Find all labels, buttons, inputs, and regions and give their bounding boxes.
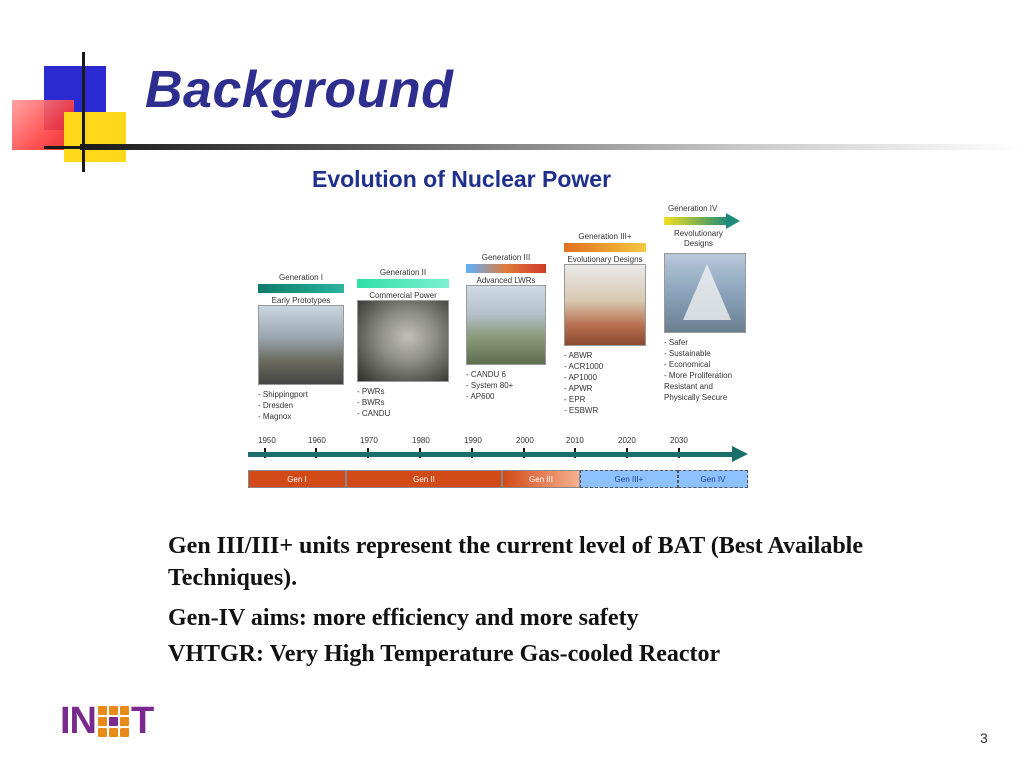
year-label: 2020 bbox=[618, 436, 636, 445]
year-label: 1990 bbox=[464, 436, 482, 445]
list-item: - BWRs bbox=[357, 397, 449, 408]
list-item: - Sustainable bbox=[664, 348, 746, 359]
generation-label: Generation II bbox=[379, 268, 427, 277]
timeline-phases bbox=[248, 470, 748, 488]
page-number: 3 bbox=[980, 730, 988, 746]
reactor-photo bbox=[357, 300, 449, 382]
generation-label: Generation I bbox=[278, 273, 324, 282]
logo-text-left: IN bbox=[60, 699, 96, 742]
year-label: 2010 bbox=[566, 436, 584, 445]
year-label: 2030 bbox=[670, 436, 688, 445]
generation-subtitle bbox=[664, 229, 746, 249]
logo-dots-icon bbox=[98, 706, 129, 737]
arrow-head bbox=[726, 213, 740, 229]
list-item: - Economical bbox=[664, 359, 746, 370]
generation-subtitle: Advanced LWRs bbox=[476, 276, 536, 285]
list-item: - ABWR bbox=[564, 350, 646, 361]
year-label: 1960 bbox=[308, 436, 326, 445]
generation-4 bbox=[664, 204, 746, 403]
generation-examples bbox=[357, 386, 449, 419]
year-label: 1970 bbox=[360, 436, 378, 445]
list-item: - AP600 bbox=[466, 391, 546, 402]
figure-title: Evolution of Nuclear Power bbox=[312, 166, 612, 192]
generation-examples bbox=[564, 350, 646, 416]
generation-color-bar bbox=[466, 264, 546, 273]
generation-1 bbox=[258, 273, 344, 422]
timeline-years bbox=[244, 436, 764, 448]
list-item: - ACR1000 bbox=[564, 361, 646, 372]
innt-logo bbox=[60, 699, 154, 742]
list-item: - Safer bbox=[664, 337, 746, 348]
generation-3 bbox=[466, 253, 546, 402]
generation-examples bbox=[664, 337, 746, 403]
nuclear-evolution-figure bbox=[244, 160, 764, 495]
body-paragraph: Gen-IV aims: more efficiency and more safety bbox=[168, 605, 639, 631]
list-item: - ESBWR bbox=[564, 405, 646, 416]
subtitle-line: Revolutionary bbox=[674, 229, 723, 238]
deco-yellow-square bbox=[64, 112, 126, 162]
generation-examples bbox=[258, 389, 344, 422]
generation-3-plus bbox=[564, 232, 646, 416]
generation-label: Generation IV bbox=[668, 204, 718, 213]
generation-label: Generation III bbox=[481, 253, 531, 262]
generation-subtitle: Commercial Power bbox=[369, 291, 437, 300]
year-label: 1980 bbox=[412, 436, 430, 445]
list-item: - CANDU bbox=[357, 408, 449, 419]
list-item: - CANDU 6 bbox=[466, 369, 546, 380]
year-label: 2000 bbox=[516, 436, 534, 445]
subtitle-line: Designs bbox=[684, 239, 713, 248]
pyramid-shape bbox=[683, 264, 731, 320]
list-item: - Dresden bbox=[258, 400, 344, 411]
slide-title: Background bbox=[145, 61, 454, 119]
pyramid-illustration bbox=[664, 253, 746, 333]
arrow-shaft bbox=[664, 217, 728, 225]
generation-color-bar bbox=[564, 243, 646, 252]
generation-color-bar bbox=[357, 279, 449, 288]
phase-gen-4: Gen IV bbox=[678, 470, 748, 488]
deco-vertical-line bbox=[82, 52, 85, 172]
list-item: - AP1000 bbox=[564, 372, 646, 383]
phase-gen-2: Gen II bbox=[346, 470, 502, 488]
phase-gen-3: Gen III bbox=[502, 470, 580, 488]
list-item: - APWR bbox=[564, 383, 646, 394]
list-item: - Shippingport bbox=[258, 389, 344, 400]
reactor-photo bbox=[564, 264, 646, 346]
generation-arrow-bar bbox=[664, 215, 746, 226]
list-item: - More Proliferation Resistant and Physically Secure bbox=[664, 370, 734, 403]
list-item: - EPR bbox=[564, 394, 646, 405]
year-label: 1950 bbox=[258, 436, 276, 445]
timeline-arrow-head bbox=[732, 446, 748, 462]
body-paragraph: Gen III/III+ units represent the current level of BAT (Best Available Techniques). bbox=[168, 533, 864, 591]
body-paragraph: VHTGR: Very High Temperature Gas-cooled Reactor bbox=[168, 641, 721, 667]
body-text bbox=[168, 530, 928, 678]
list-item: - Magnox bbox=[258, 411, 344, 422]
reactor-photo bbox=[258, 305, 344, 385]
generation-2 bbox=[357, 268, 449, 419]
phase-gen-3-plus: Gen III+ bbox=[580, 470, 678, 488]
phase-gen-1: Gen I bbox=[248, 470, 346, 488]
generation-subtitle: Early Prototypes bbox=[271, 296, 331, 305]
list-item: - PWRs bbox=[357, 386, 449, 397]
timeline-arrow bbox=[248, 452, 736, 457]
generation-examples bbox=[466, 369, 546, 402]
reactor-photo bbox=[466, 285, 546, 365]
generation-label: Generation III+ bbox=[578, 232, 632, 241]
list-item: - System 80+ bbox=[466, 380, 546, 391]
title-rule bbox=[80, 144, 1024, 150]
generation-subtitle: Evolutionary Designs bbox=[567, 255, 643, 264]
logo-text-right: T bbox=[131, 699, 154, 742]
generation-color-bar bbox=[258, 284, 344, 293]
